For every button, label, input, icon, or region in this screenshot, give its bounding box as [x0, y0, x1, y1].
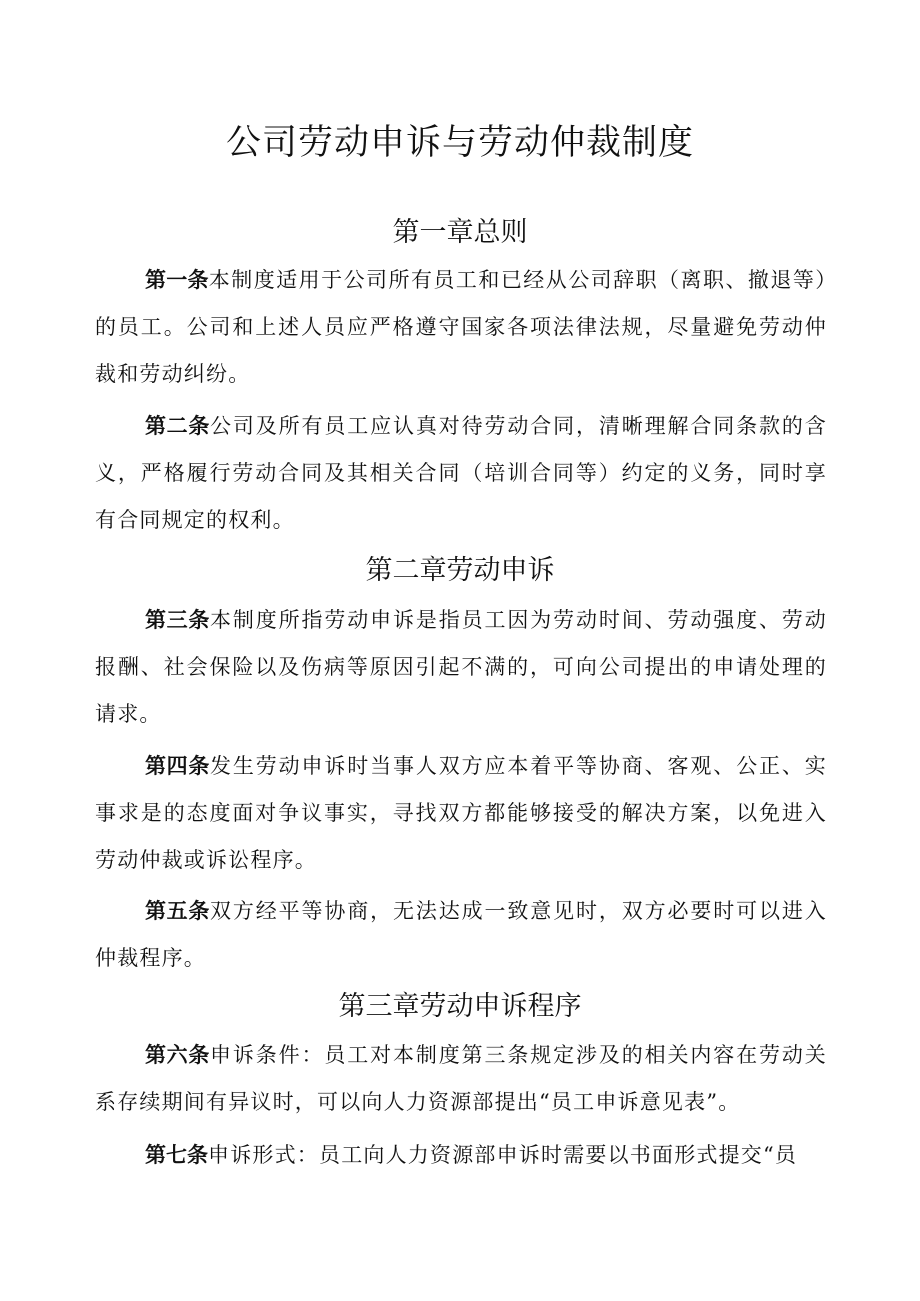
- article-label: 第二条: [145, 414, 211, 438]
- document-title: 公司劳动申诉与劳动仲裁制度: [225, 123, 694, 163]
- article-2: [95, 403, 827, 544]
- chapter-heading-2: 第二章劳动申诉: [365, 555, 555, 586]
- article-label: 第五条: [145, 899, 211, 923]
- article-text: 申诉形式：员工向人力资源部申诉时需要以书面形式提交“员: [208, 1143, 798, 1167]
- article-5: [95, 888, 827, 982]
- chapter-heading-1: 第一章总则: [392, 217, 528, 248]
- article-4: [95, 743, 827, 884]
- article-3: [95, 597, 827, 738]
- article-label: 第七条: [145, 1143, 208, 1167]
- article-text: 本制度所指劳动申诉是指员工因为劳动时间、劳动强度、劳动报酬、社会保险以及伤病等原因引起不满的，可向公司提出的申请处理的请求。: [95, 608, 827, 726]
- article-label: 第三条: [145, 608, 211, 632]
- article-6: [95, 1032, 827, 1126]
- article-text: 申诉条件：员工对本制度第三条规定涉及的相关内容在劳动关系存续期间有异议时，可以向人力资源部提出“员工申诉意见表”。: [95, 1043, 827, 1114]
- article-text: 发生劳动申诉时当事人双方应本着平等协商、客观、公正、实事求是的态度面对争议事实，寻找双方都能够接受的解决方案，以免进入劳动仲裁或诉讼程序。: [95, 754, 827, 872]
- article-label: 第一条: [145, 268, 209, 292]
- article-7: [95, 1132, 827, 1179]
- article-1: [95, 257, 827, 398]
- article-text: 本制度适用于公司所有员工和已经从公司辞职（离职、撤退等）的员工。公司和上述人员应严格遵守国家各项法律法规，尽量避免劳动仲裁和劳动纠纷。: [95, 268, 827, 386]
- chapter-heading-3: 第三章劳动申诉程序: [338, 991, 582, 1022]
- article-text: 公司及所有员工应认真对待劳动合同，清晰理解合同条款的含义，严格履行劳动合同及其相关合同（培训合同等）约定的义务，同时享有合同规定的权利。: [95, 414, 827, 532]
- article-label: 第六条: [145, 1043, 211, 1067]
- article-text: 双方经平等协商，无法达成一致意见时，双方必要时可以进入仲裁程序。: [95, 899, 827, 970]
- article-label: 第四条: [145, 754, 211, 778]
